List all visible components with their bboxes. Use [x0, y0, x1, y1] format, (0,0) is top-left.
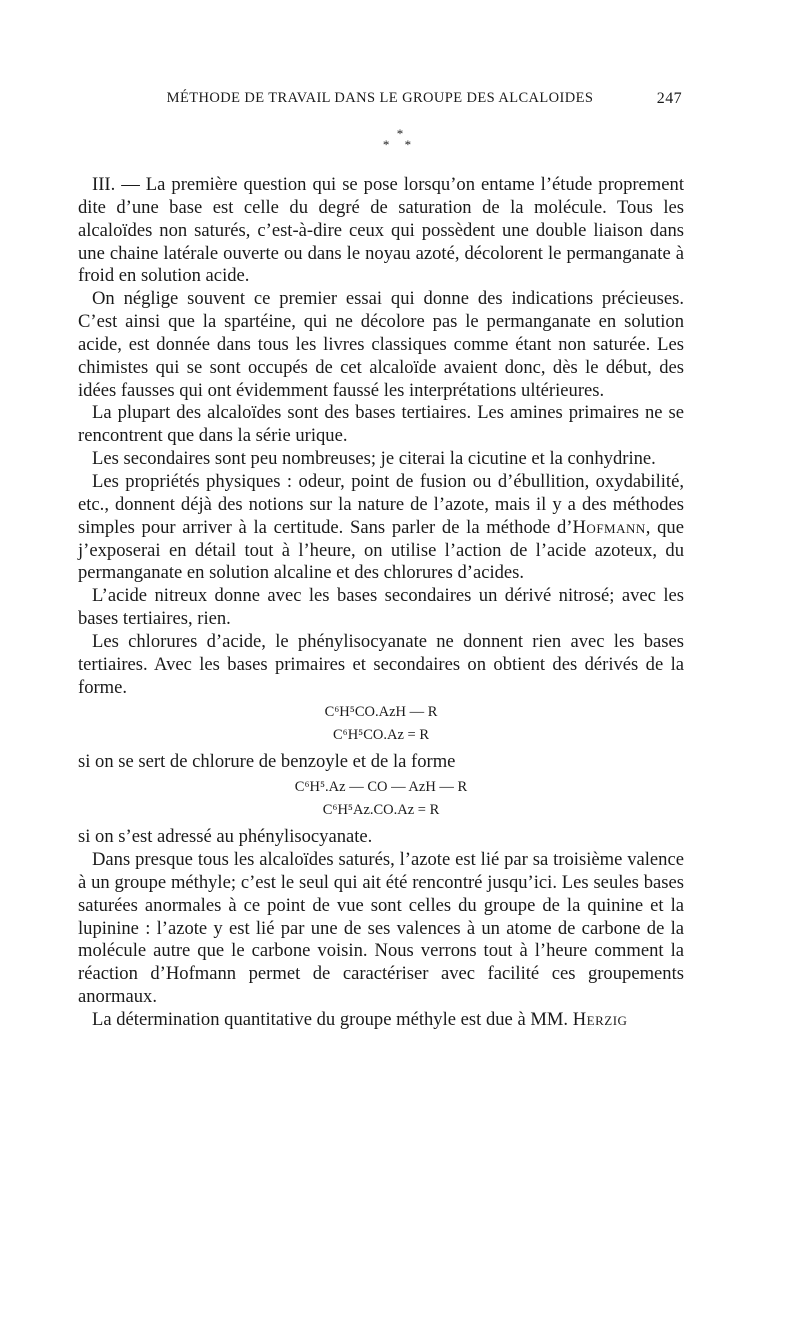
author-name-hofmann: Hofmann	[572, 516, 646, 538]
paragraph-nitrous-acid: L’acide nitreux donne avec les bases secondaires un dérivé nitrosé; avec les bases tertiaires, rien.	[78, 585, 684, 630]
section-ornament	[0, 128, 800, 158]
text-segment: , que j’exposerai en détail tout à l’heure, on utilise l’action de l’acide azoteux, du permanganate en solution alcaline et des chlorures d’acides.	[78, 516, 684, 584]
paragraph-quantitative	[78, 1009, 684, 1032]
ornament-stars-bottom: * *	[382, 137, 418, 152]
formula-line: C⁶H⁵CO.Az = R	[332, 727, 430, 744]
text-segment: La détermination quantitative du groupe méthyle est due à MM.	[92, 1009, 573, 1030]
paragraph-secondary-bases: Les secondaires sont peu nombreuses; je citerai la cicutine et la conhydrine.	[92, 448, 656, 470]
paragraph-acid-chlorides: Les chlorures d’acide, le phénylisocyanate ne donnent rien avec les bases tertiaires. Avec les bases primaires et secondaires on obtient des dérivés de la forme.	[78, 630, 684, 698]
text-segment: Les propriétés physiques : odeur, point de fusion ou d’ébullition, oxydabilité, etc., donnent déjà des notions sur la nature de l’azote, mais il y a des méthodes simples pour arriver à la certitude. Sans parler de la méthode d’	[78, 470, 684, 538]
formula-benzoyl	[78, 701, 684, 747]
formula-line: C⁶H⁵CO.AzH — R	[324, 704, 438, 721]
page-number: 247	[656, 90, 682, 107]
paragraph-physical-properties	[78, 471, 684, 585]
author-name-herzig: Herzig	[572, 1009, 628, 1030]
paragraph-tertiary-bases: La plupart des alcaloïdes sont des bases tertiaires. Les amines primaires ne se rencontrent que dans la série urique.	[78, 402, 684, 447]
running-header	[78, 90, 682, 114]
formula-line: C⁶H⁵Az.CO.Az = R	[322, 802, 440, 819]
paragraph-benzoyl-chloride: si on se sert de chlorure de benzoyle et de la forme	[78, 751, 456, 773]
paragraph-sparteine: On néglige souvent ce premier essai qui donne des indications précieuses. C’est ainsi que la spartéine, qui ne décolore pas le permanganate en solution acide, est donnée dans tous les livres classiques comme étant non saturée. Les chimistes qui se sont occupés de cet alcaloïde avaient donc, dès le début, des idées fausses qui ont évidemment faussé les interprétations ultérieures.	[78, 288, 684, 401]
paragraph-saturated-alkaloids: Dans presque tous les alcaloïdes saturés, l’azote est lié par sa troisième valence à un groupe méthyle; c’est le seul qui ait été rencontré jusqu’ici. Les seules bases saturées anormales à ce point de vue sont celles du groupe de la quinine et la lupinine : l’azote y est lié par une de ses valences à un atome de carbone de la molécule autre que le carbone voisin. Nous verrons tout à l’heure comment la réaction d’Hofmann permet de caractériser avec facilité ces groupements anormaux.	[78, 849, 684, 1008]
paragraph-phenylisocyanate: si on s’est adressé au phénylisocyanate.	[78, 826, 373, 848]
formula-phenylisocyanate	[78, 776, 684, 822]
ornament-star-top: *	[396, 126, 404, 141]
paragraph-section-iii: III. — La première question qui se pose lorsqu’on entame l’étude proprement dite d’une base est celle du degré de saturation de la molécule. Tous les alcaloïdes non saturés, c’est-à-dire ceux qui possèdent une double liaison dans une chaine latérale ouverte ou dans le noyau azoté, décolorent le permanganate à froid en solution acide.	[78, 174, 684, 287]
body-text	[78, 174, 684, 1032]
formula-line: C⁶H⁵.Az — CO — AzH — R	[294, 779, 468, 796]
running-title: MÉTHODE DE TRAVAIL DANS LE GROUPE DES ALCALOIDES	[166, 90, 594, 106]
